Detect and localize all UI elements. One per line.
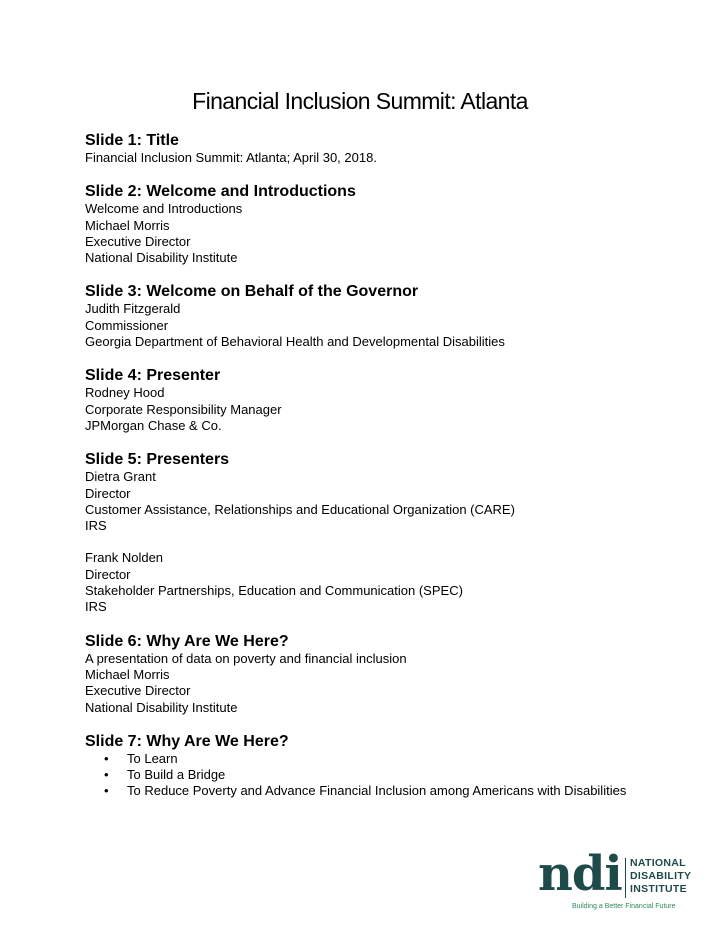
bullet-item bbox=[85, 751, 627, 767]
section-line: Dietra Grant bbox=[85, 469, 156, 485]
logo-name bbox=[630, 857, 691, 896]
document-content bbox=[85, 131, 685, 816]
ndi-logo bbox=[538, 846, 698, 914]
section-line: Michael Morris bbox=[85, 217, 170, 233]
bullet-text: To Build a Bridge bbox=[127, 767, 226, 783]
logo-divider bbox=[625, 858, 626, 898]
section-line: Welcome and Introductions bbox=[85, 201, 243, 217]
section-line: Financial Inclusion Summit: Atlanta; April 30, 2018. bbox=[85, 150, 377, 165]
section-line: Rodney Hood bbox=[85, 385, 165, 401]
section-line: Corporate Responsibility Manager bbox=[85, 401, 282, 417]
section-line: JPMorgan Chase & Co. bbox=[85, 417, 222, 433]
bullet-item bbox=[85, 783, 627, 799]
slide-3-section bbox=[85, 282, 685, 350]
bullet-list bbox=[85, 751, 685, 800]
section-heading: Slide 3: Welcome on Behalf of the Governor bbox=[85, 283, 419, 301]
logo-name-line: DISABILITY bbox=[630, 870, 692, 882]
section-heading: Slide 4: Presenter bbox=[85, 367, 221, 385]
slide-7-section bbox=[85, 732, 685, 800]
section-line: IRS bbox=[85, 518, 107, 534]
section-heading: Slide 5: Presenters bbox=[85, 451, 230, 469]
logo-mark: ndi bbox=[538, 846, 622, 902]
bullet-text: To Reduce Poverty and Advance Financial Inclusion among Americans with Disabilities bbox=[127, 783, 627, 799]
bullet-text: To Learn bbox=[127, 750, 178, 766]
bullet-icon: • bbox=[104, 767, 109, 783]
section-heading: Slide 1: Title bbox=[85, 132, 179, 149]
slide-4-section bbox=[85, 366, 685, 434]
bullet-item bbox=[85, 767, 627, 783]
section-line: Judith Fitzgerald bbox=[85, 301, 181, 317]
section-line: Commissioner bbox=[85, 317, 169, 333]
bullet-icon: • bbox=[104, 750, 109, 766]
section-line: Georgia Department of Behavioral Health and Developmental Disabilities bbox=[85, 334, 505, 350]
logo-name-line: NATIONAL bbox=[630, 857, 686, 869]
section-line: Executive Director bbox=[85, 233, 191, 249]
section-line: Michael Morris bbox=[85, 666, 170, 682]
slide-6-section bbox=[85, 632, 685, 716]
document-title: Financial Inclusion Summit: Atlanta bbox=[192, 88, 528, 114]
section-line: Stakeholder Partnerships, Education and Communication (SPEC) bbox=[85, 583, 463, 599]
section-line: Executive Director bbox=[85, 683, 191, 699]
slide-2-section bbox=[85, 182, 685, 266]
bullet-icon: • bbox=[104, 783, 109, 799]
section-line: National Disability Institute bbox=[85, 250, 238, 266]
section-line: Director bbox=[85, 566, 131, 582]
section-heading: Slide 7: Why Are We Here? bbox=[85, 732, 289, 750]
section-heading: Slide 6: Why Are We Here? bbox=[85, 632, 289, 650]
section-line: Director bbox=[85, 485, 131, 501]
logo-name-line: INSTITUTE bbox=[630, 883, 687, 895]
section-line: Customer Assistance, Relationships and Educational Organization (CARE) bbox=[85, 501, 515, 517]
slide-1-section bbox=[85, 131, 685, 166]
logo-tagline: Building a Better Financial Future bbox=[572, 903, 676, 910]
section-line: A presentation of data on poverty and financial inclusion bbox=[85, 650, 407, 666]
section-line: IRS bbox=[85, 599, 107, 615]
section-line: Frank Nolden bbox=[85, 550, 164, 566]
section-line: National Disability Institute bbox=[85, 699, 238, 715]
section-heading: Slide 2: Welcome and Introductions bbox=[85, 183, 356, 201]
slide-5-section bbox=[85, 450, 685, 615]
paragraph-gap bbox=[85, 534, 685, 550]
